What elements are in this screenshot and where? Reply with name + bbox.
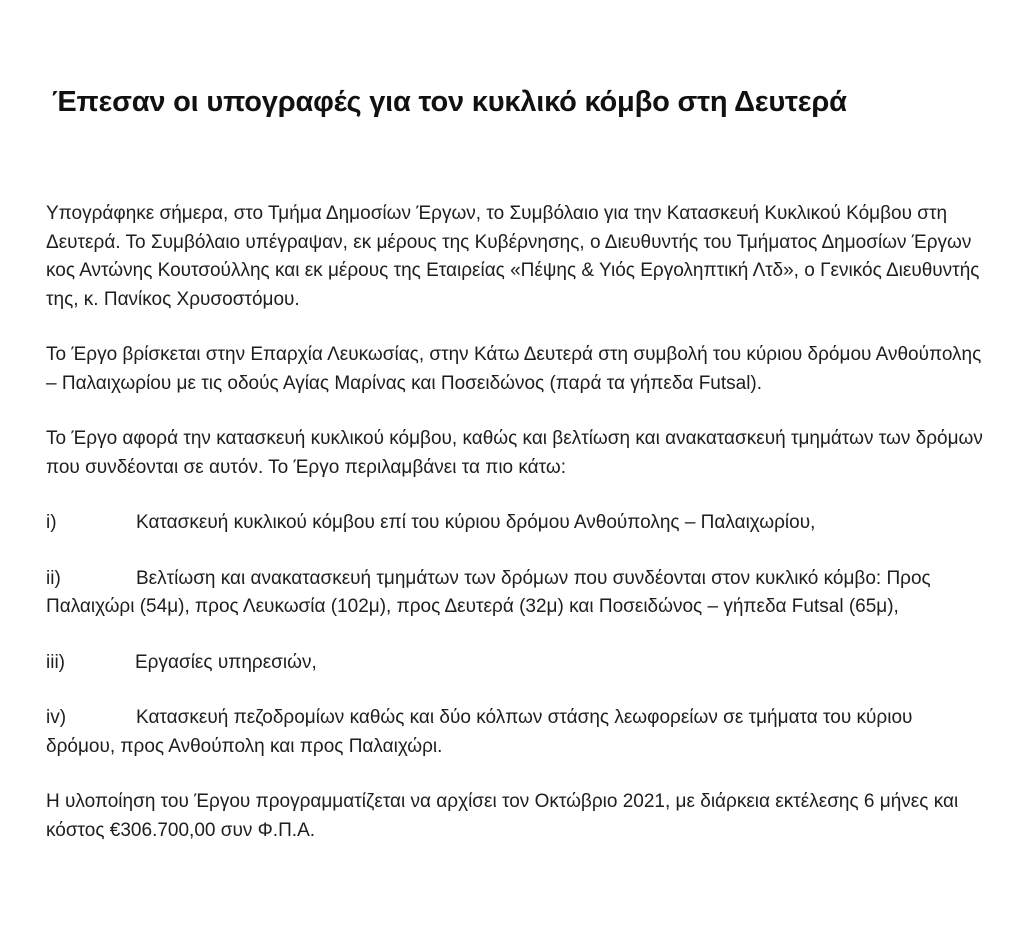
list-item-text: Εργασίες υπηρεσιών,: [135, 651, 317, 673]
paragraph-signing: Υπογράφηκε σήμερα, στο Τμήμα Δημοσίων Έργων, το Συμβόλαιο για την Κατασκευή Κυκλικού Κόμβου στη Δευτερά. Το Συμβόλαιο υπέγραψαν, εκ μέρους της Κυβέρνησης, ο Διευθυντής του Τμήματος Δημοσίων Έργων κος Αντώνης Κουτσούλλης και εκ μέρους της Εταιρείας «Πέψης & Υιός Εργοληπτική Λτδ», ο Γενικός Διευθυντής της, κ. Πανίκος Χρυσοστόμου.: [46, 203, 980, 310]
paragraph-location: Το Έργο βρίσκεται στην Επαρχία Λευκωσίας, στην Κάτω Δευτερά στη συμβολή του κύριου δρόμου Ανθούπολης – Παλαιχωρίου με τις οδούς Αγίας Μαρίνας και Ποσειδώνος (παρά τα γήπεδα Futsal).: [46, 344, 982, 394]
list-item: [46, 509, 986, 538]
list-marker: ii): [46, 567, 61, 589]
list-marker: iii): [46, 651, 65, 673]
paragraph-schedule-cost: Η υλοποίηση του Έργου προγραμματίζεται να αρχίσει τον Οκτώβριο 2021, με διάρκεια εκτέλεσης 6 μήνες και κόστος €306.700,00 συν Φ.Π.Α.: [46, 791, 959, 841]
list-item: [46, 565, 986, 622]
list-marker: i): [46, 512, 57, 533]
paragraph-scope: Το Έργο αφορά την κατασκευή κυκλικού κόμβου, καθώς και βελτίωση και ανακατασκευή τμημάτων των δρόμων που συνδέονται σε αυτόν. Το Έργο περιλαμβάνει τα πιο κάτω:: [46, 428, 983, 478]
list-item-text: Κατασκευή κυκλικού κόμβου επί του κύριου δρόμου Ανθούπολης – Παλαιχωρίου,: [136, 512, 816, 533]
list-item-text: Βελτίωση και ανακατασκευή τμημάτων των δρόμων που συνδέονται στον κυκλικό κόμβο: Προς Παλαιχώρι (54μ), προς Λευκωσία (102μ), προς Δευτερά (32μ) και Ποσειδώνος – γήπεδα Futsal (65μ),: [46, 567, 931, 617]
list-item: [46, 704, 986, 761]
document-body: [46, 200, 986, 872]
document-title: Έπεσαν οι υπογραφές για τον κυκλικό κόμβο στη Δευτερά: [52, 86, 847, 118]
list-marker: iv): [46, 707, 67, 728]
list-item-text: Κατασκευή πεζοδρομίων καθώς και δύο κόλπων στάσης λεωφορείων σε τμήματα του κύριου δρόμου, προς Ανθούπολη και προς Παλαιχώρι.: [46, 707, 913, 757]
list-item: [46, 649, 986, 678]
